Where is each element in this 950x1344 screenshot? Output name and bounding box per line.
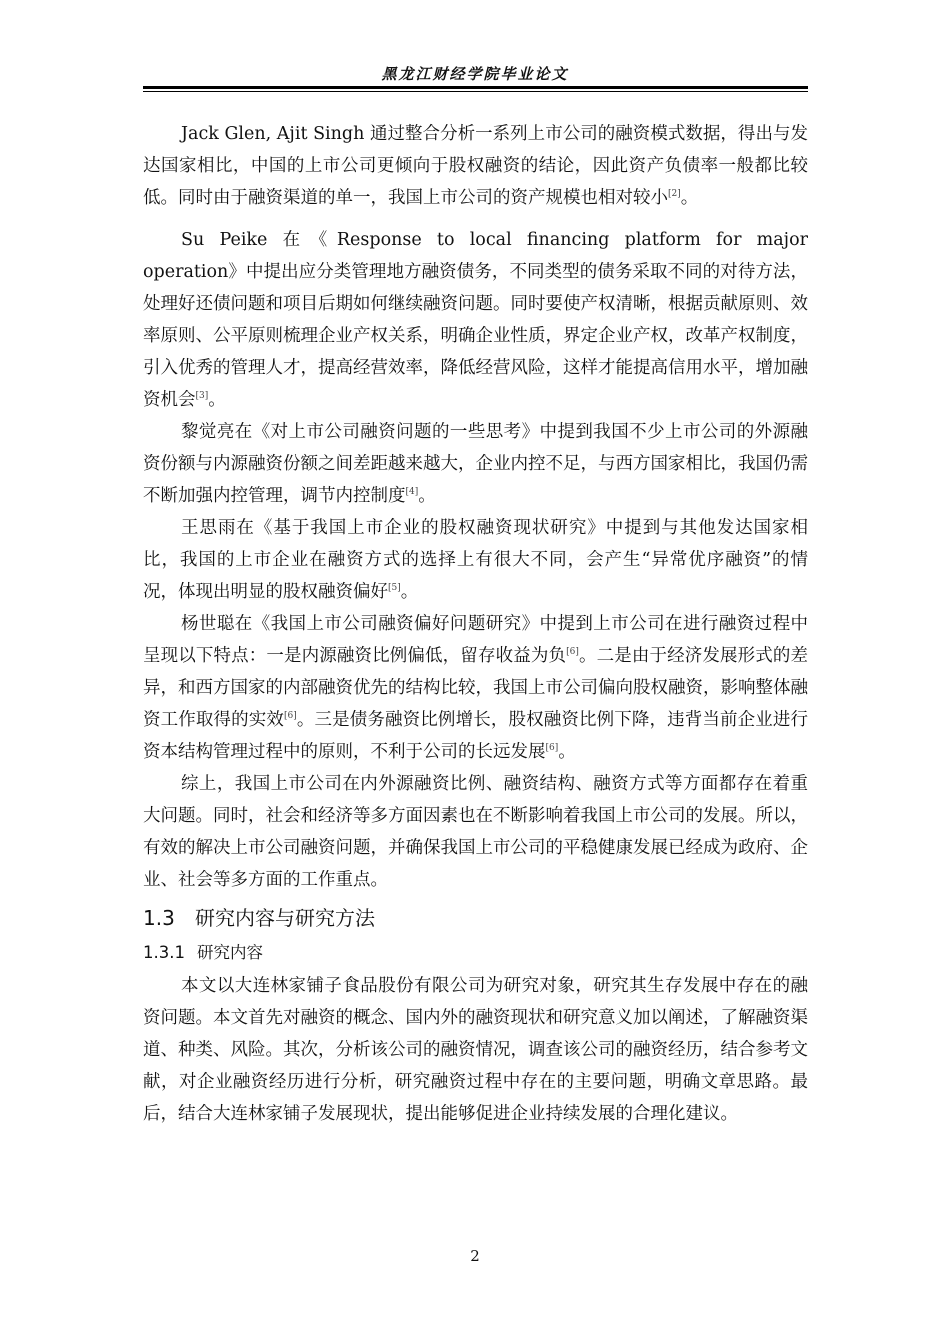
- citation-ref: [5]: [388, 583, 401, 594]
- paragraph-text: 王思雨在《基于我国上市企业的股权融资现状研究》中提到与其他发达国家相比，我国的上市企业在融资方式的选择上有很大不同，会产生“异常优序融资”的情况，体现出明显的股权融资偏好: [143, 518, 808, 602]
- citation-ref: [4]: [405, 487, 419, 498]
- paragraph-yang-shicong: [143, 608, 808, 768]
- paragraph-tail: 。: [208, 390, 226, 410]
- paragraph-summary: [143, 768, 808, 896]
- paragraph-text: Jack Glen, Ajit Singh 通过整合分析一系列上市公司的融资模式数据，得出与发达国家相比，中国的上市公司更倾向于股权融资的结论，因此资产负债率一般都比较低。同时由于融资渠道的单一，我国上市公司的资产规模也相对较小: [143, 124, 808, 208]
- citation-ref: [6]: [545, 743, 559, 754]
- citation-ref: [2]: [668, 189, 681, 200]
- section-title: 研究内容与研究方法: [195, 906, 375, 930]
- subsection-heading: [143, 938, 808, 968]
- paragraph-wang-siyu: [143, 512, 808, 608]
- paragraph-li-jueliang: [143, 416, 808, 512]
- paragraph-text: Su Peike 在《Response to local financing platform for major operation》中提出应分类管理地方融资债务，不同类型的债务采取不同的对待方法，处理好还债问题和项目后期如何继续融资问题。同时要使产权清晰，根据贡献原则、效率原则、公平原则梳理企业产权关系，明确企业性质，界定企业产权，改革产权制度，引入优秀的管理人才，提高经营效率，降低经营风险，这样才能提高信用水平，增加融资机会: [143, 230, 808, 410]
- page-number: 2: [470, 1247, 480, 1265]
- paragraph-glen-singh: [143, 118, 808, 214]
- paragraph-text: 。二是由于经济发展形式的差异，和西方国家的内部融资优先的结构比较，我国上市公司偏向股权融资，影响整体融资工作取得的实效: [143, 646, 809, 730]
- paragraph-tail: 。: [400, 582, 419, 602]
- paragraph-text: 黎觉亮在《对上市公司融资问题的一些思考》中提到我国不少上市公司的外源融资份额与内源融资份额之间差距越来越大，企业内控不足，与西方国家相比，我国仍需不断加强内控管理，调节内控制度: [143, 422, 808, 506]
- section-number: 1.3: [143, 906, 175, 930]
- header-rule-thin: [143, 91, 808, 92]
- paragraph-text: 综上，我国上市公司在内外源融资比例、融资结构、融资方式等方面都存在着重大问题。同时，社会和经济等多方面因素也在不断影响着我国上市公司的发展。所以，有效的解决上市公司融资问题，并确保我国上市公司的平稳健康发展已经成为政府、企业、社会等多方面的工作重点。: [143, 774, 808, 890]
- paragraph-text: 。三是债务融资比例增长，股权融资比例下降，违背当前企业进行资本结构管理过程中的原则，不利于公司的长远发展: [143, 710, 809, 762]
- document-header-title: 黑龙江财经学院毕业论文: [381, 65, 569, 83]
- citation-ref: [6]: [566, 647, 579, 658]
- section-heading: [143, 902, 808, 934]
- citation-ref: [3]: [195, 391, 209, 402]
- header-rule-thick: [143, 86, 808, 89]
- paragraph-tail: 。: [418, 486, 436, 506]
- page-body: [143, 118, 808, 1130]
- subsection-title: 研究内容: [197, 943, 263, 962]
- subsection-number: 1.3.1: [143, 943, 185, 962]
- paragraph-su-peike: [143, 224, 808, 416]
- citation-ref: [6]: [284, 711, 297, 722]
- paragraph-research-content: 本文以大连林家铺子食品股份有限公司为研究对象，研究其生存发展中存在的融资问题。本文首先对融资的概念、国内外的融资现状和研究意义加以阐述，了解融资渠道、种类、风险。其次，分析该公司的融资情况，调查该公司的融资经历，结合参考文献，对企业融资经历进行分析，研究融资过程中存在的主要问题，明确文章思路。最后，结合大连林家铺子发展现状，提出能够促进企业持续发展的合理化建议。: [143, 976, 808, 1124]
- paragraph-tail: 。: [558, 742, 576, 762]
- paragraph-tail: 。: [680, 188, 699, 208]
- paragraph-text: 杨世聪在《我国上市公司融资偏好问题研究》中提到上市公司在进行融资过程中呈现以下特点：一是内源融资比例偏低，留存收益为负: [143, 614, 808, 666]
